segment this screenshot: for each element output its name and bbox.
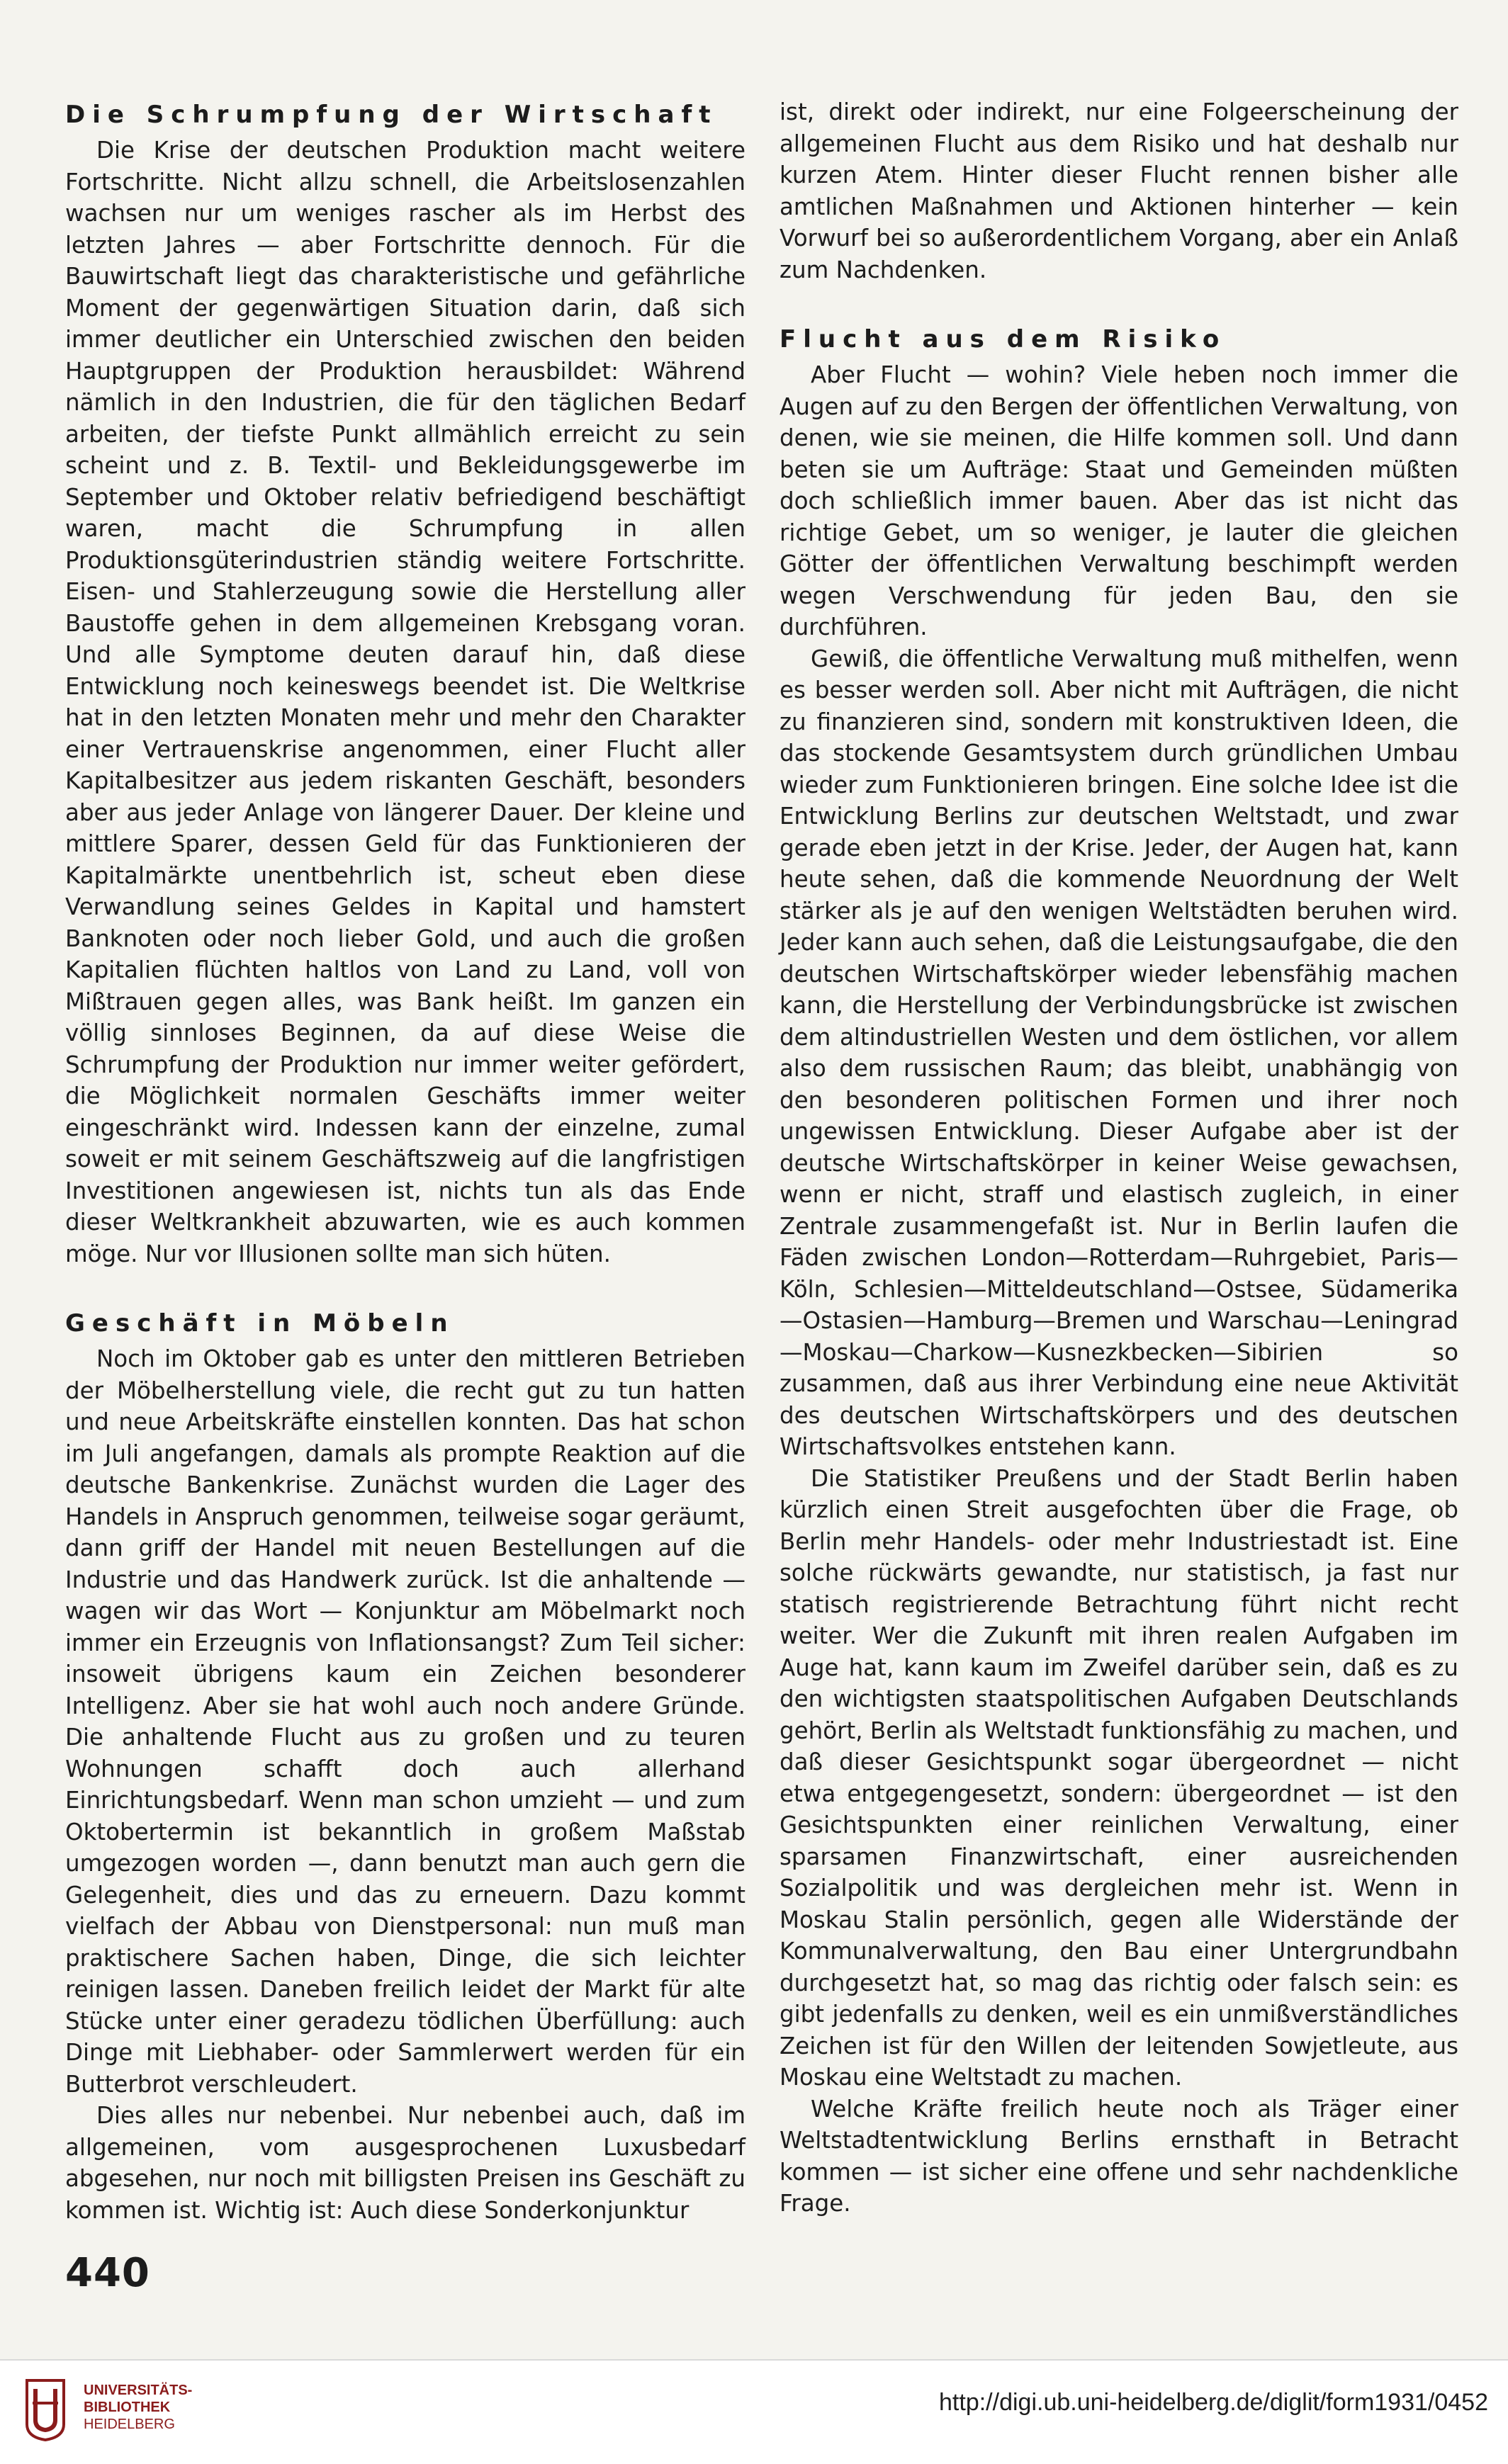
logo-line: UNIVERSITÄTS-: [84, 2383, 193, 2398]
section-heading-schrumpfung: Die Schrumpfung der Wirtschaft: [65, 101, 718, 129]
paragraph: Aber Flucht — wohin? Viele heben noch immer die Augen auf zu den Bergen der öffentlichen Verwaltung, von denen, wie sie meinen, die Hilfe kommen soll. Und dann beten sie um Aufträge: Staat und Gemeinden müßten doch schließlich immer bauen. Aber das ist nicht das richtige Gebet, um so weniger, je lauter die gleichen Götter der öffentlichen Verwaltung beschimpft werden wegen Verschwendung für jeden Bau, den sie durchführen.: [780, 361, 1458, 640]
left-column: [65, 99, 745, 2226]
paragraph: Dies alles nur nebenbei. Nur nebenbei auch, daß im allgemeinen, vom ausgesprochenen Luxusbedarf abgesehen, nur noch mit billigsten Preisen ins Geschäft zu kommen ist. Wichtig ist: Auch diese Sonderkonjunktur: [65, 2102, 745, 2224]
section-heading-flucht: Flucht aus dem Risiko: [780, 325, 1227, 354]
paragraph: Gewiß, die öffentliche Verwaltung muß mithelfen, wenn es besser werden soll. Aber nicht mit Aufträgen, die nicht zu finanzieren sind, sondern mit konstruktiven Ideen, die das stockende Gesamtsystem durch gründlichen Umbau wieder zum Funktionieren bringen. Eine solche Idee ist die Entwicklung Berlins zur deutschen Weltstadt, und zwar gerade eben jetzt in der Krise. Jeder, der Augen hat, kann heute sehen, daß die kommende Neuordnung der Welt stärker als je auf den wenigen Weltstädten beruhen wird. Jeder kann auch sehen, daß die Leistungsaufgabe, die den deutschen Wirtschaftskörper wieder lebensfähig machen kann, die Herstellung der Verbindungsbrücke ist zwischen dem altindustriellen Westen und dem östlichen, vor allem also dem russischen Raum; das bleibt, unabhängig von den besonderen politischen Formen und ihrer noch ungewissen Entwicklung. Dieser Aufgabe aber ist der deutsche Wirtschaftskörper in keiner Weise gewachsen, wenn er nicht, straff und elastisch zugleich, in einer Zentrale zusammengefaßt ist. Nur in Berlin laufen die Fäden zwischen London—Rotterdam—Ruhrgebiet, Paris—Köln, Schlesien—Mitteldeutschland—Ostsee, Südamerika—Ostasien—Hamburg—Bremen und Warschau—Leningrad—Moskau—Charkow—Kusnezkbecken—Sibirien so zusammen, daß aus ihrer Verbindung eine neue Aktivität des deutschen Wirtschaftskörpers und des deutschen Wirtschaftsvolkes entstehen kann.: [780, 645, 1458, 1460]
paragraph: Noch im Oktober gab es unter den mittleren Betrieben der Möbelherstellung viele, die recht gut zu tun hatten und neue Arbeitskräfte einstellen konnten. Das hat schon im Juli angefangen, damals als prompte Reaktion auf die deutsche Bankenkrise. Zunächst wurden die Lager des Handels in Anspruch genommen, teilweise sogar geräumt, dann griff der Handel mit neuen Bestellungen auf die Industrie und das Handwerk zurück. Ist die anhaltende — wagen wir das Wort — Konjunktur am Möbelmarkt noch immer ein Erzeugnis von Inflationsangst? Zum Teil sicher: insoweit übrigens kaum ein Zeichen besonderer Intelligenz. Aber sie hat wohl auch noch andere Gründe. Die anhaltende Flucht aus zu großen und zu teuren Wohnungen schafft doch auch allerhand Einrichtungsbedarf. Wenn man schon umzieht — und zum Oktobertermin ist bekanntlich in großem Maßstab umgezogen worden —, dann benutzt man auch gern die Gelegenheit, dies und das zu erneuern. Dazu kommt vielfach der Abbau von Dienstpersonal: nun muß man praktischere Sachen haben, Dinge, die sich leichter reinigen lassen. Daneben freilich leidet der Markt für alte Stücke unter einer geradezu tödlichen Überfüllung: auch Dinge mit Liebhaber- oder Sammlerwert werden für ein Butterbrot verschleudert.: [65, 1345, 745, 2098]
right-column: [780, 96, 1458, 2220]
page-number: 440: [65, 2250, 150, 2296]
logo-line: BIBLIOTHEK: [84, 2400, 171, 2415]
paragraph: ist, direkt oder indirekt, nur eine Folgeerscheinung der allgemeinen Flucht aus dem Risiko und hat deshalb nur kurzen Atem. Hinter dieser Flucht rennen bisher alle amtlichen Maßnahmen und Aktionen hinterher — kein Vorwurf bei so außerordentlichem Vorgang, aber ein Anlaß zum Nachdenken.: [780, 98, 1458, 283]
paragraph: Die Krise der deutschen Produktion macht weitere Fortschritte. Nicht allzu schnell, die Arbeitslosenzahlen wachsen nur um weniges rascher als im Herbst des letzten Jahres — aber Fortschritte dennoch. Für die Bauwirtschaft liegt das charakteristische und gefährliche Moment der gegenwärtigen Situation darin, daß sich immer deutlicher ein Unterschied zwischen den beiden Hauptgruppen der Produktion herausbildet: Während nämlich in den Industrien, die für den täglichen Bedarf arbeiten, der tiefste Punkt allmählich erreicht zu sein scheint und z. B. Textil- und Bekleidungsgewerbe im September und Oktober relativ befriedigend beschäftigt waren, macht die Schrumpfung in allen Produktionsgüterindustrien ständig weitere Fortschritte. Eisen- und Stahlerzeugung sowie die Herstellung aller Baustoffe gehen in dem allgemeinen Krebsgang voran. Und alle Symptome deuten darauf hin, daß diese Entwicklung noch keineswegs beendet ist. Die Weltkrise hat in den letzten Monaten mehr und mehr den Charakter einer Vertrauenskrise angenommen, einer Flucht aller Kapitalbesitzer aus jedem riskanten Geschäft, besonders aber aus jeder Anlage von längerer Dauer. Der kleine und mittlere Sparer, dessen Geld für das Funktionieren der Kapitalmärkte unentbehrlich ist, scheut eben diese Verwandlung seines Geldes in Kapital und hamstert Banknoten oder noch lieber Gold, und auch die großen Kapitalien flüchten haltlos von Land zu Land, voll von Mißtrauen gegen alles, was Bank heißt. Im ganzen ein völlig sinnloses Beginnen, da auf diese Weise die Schrumpfung der Produktion nur immer weiter gefördert, die Möglichkeit normalen Geschäfts immer weiter eingeschränkt wird. Indessen kann der einzelne, zumal soweit er mit seinem Geschäftszweig auf die langfristigen Investitionen angewiesen ist, nichts tun als das Ende dieser Weltkrankheit abzuwarten, wie es auch kommen möge. Nur vor Illusionen sollte man sich hüten.: [65, 137, 745, 1267]
source-url-link[interactable]: http://digi.ub.uni-heidelberg.de/diglit/form1931/0452: [939, 2389, 1488, 2416]
library-logo-icon: [17, 2375, 74, 2443]
paragraph: Welche Kräfte freilich heute noch als Träger einer Weltstadtentwicklung Berlins ernsthaft in Betracht kommen — ist sicher eine offene und sehr nachdenkliche Frage.: [780, 2095, 1458, 2217]
logo-line: HEIDELBERG: [84, 2417, 175, 2432]
library-logo-text: [84, 2382, 192, 2433]
section-heading-moebel: Geschäft in Möbeln: [65, 1309, 455, 1338]
footer-divider: [0, 2359, 1508, 2361]
paragraph: Die Statistiker Preußens und der Stadt Berlin haben kürzlich einen Streit ausgefochten über die Frage, ob Berlin mehr Handels- oder mehr Industriestadt ist. Eine solche rückwärts gewandte, nur statistisch, ja fast nur statisch registrierende Betrachtung führt nicht recht weiter. Wer die Zukunft mit ihren realen Aufgaben im Auge hat, kann kaum im Zweifel darüber sein, daß es zu den wichtigsten staatspolitischen Aufgaben Deutschlands gehört, Berlin als Weltstadt funktionsfähig zu machen, und daß dieser Gesichtspunkt sogar übergeordnet — nicht etwa entgegengesetzt, sondern: übergeordnet — ist den Gesichtspunkten einer reinlichen Verwaltung, einer sparsamen Finanzwirtschaft, einer ausreichenden Sozialpolitik und was dergleichen mehr ist. Wenn in Moskau Stalin persönlich, gegen alle Widerstände der Kommunalverwaltung, den Bau einer Untergrundbahn durchgesetzt hat, so mag das richtig oder falsch sein: es gibt jedenfalls zu denken, weil es ein unmißverständliches Zeichen ist für den Willen der leitenden Sowjetleute, aus Moskau eine Weltstadt zu machen.: [780, 1464, 1458, 2091]
